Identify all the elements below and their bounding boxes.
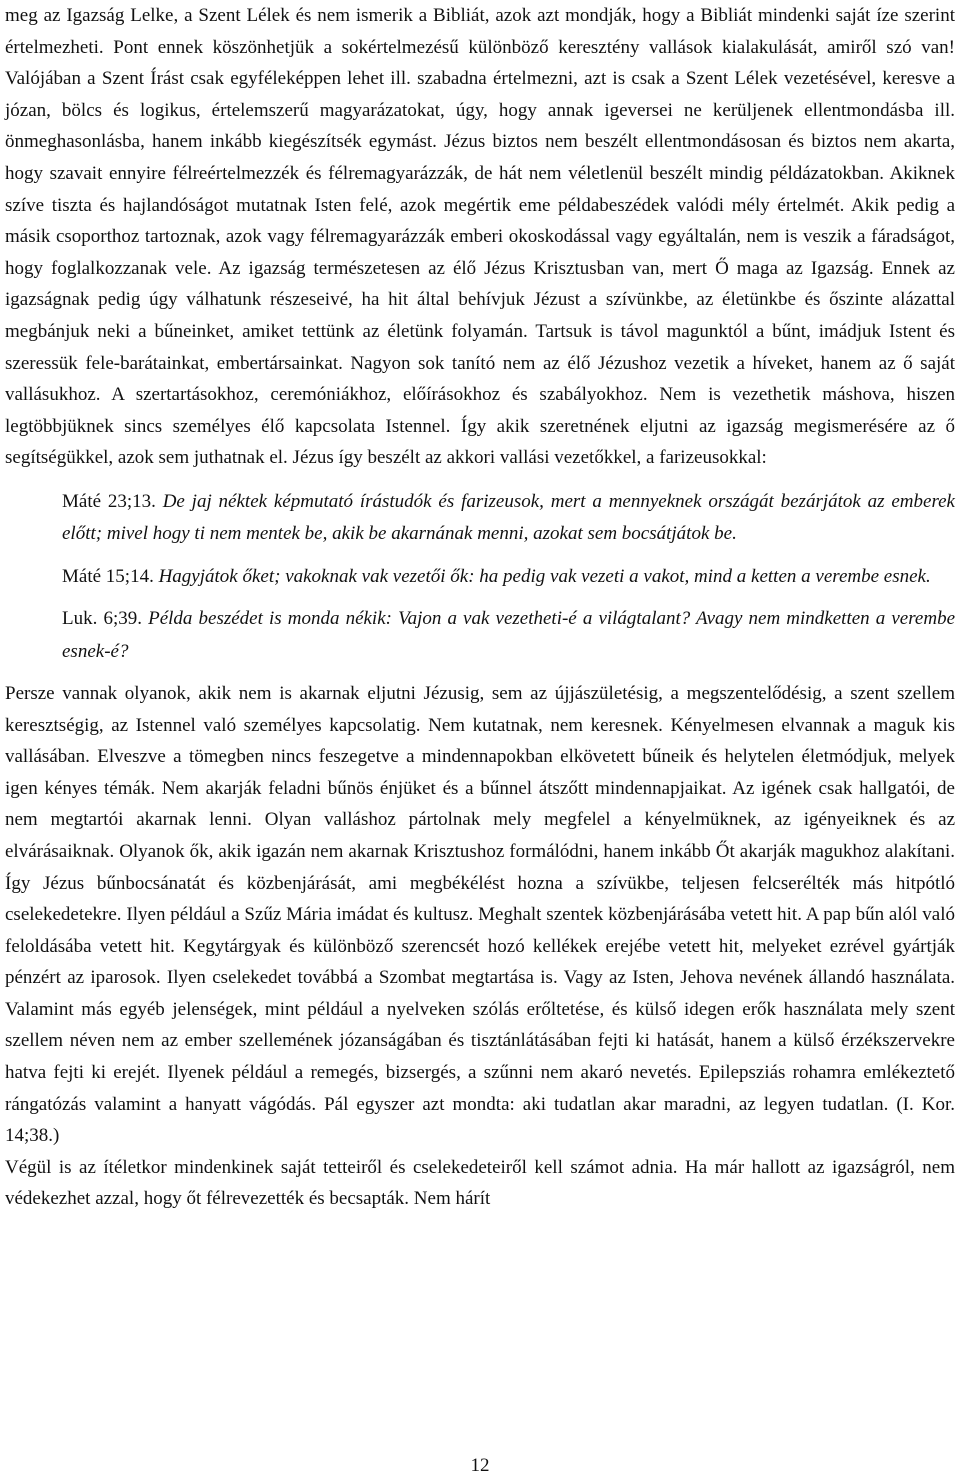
quote-reference: Máté 15;14. (62, 565, 159, 587)
quote-reference: Luk. 6;39. (62, 608, 149, 630)
quote-text: Hagyjátok őket; vakoknak vak vezetői ők: ha pedig vak vezeti a vakot, mind a ketten a verembe esnek. (158, 565, 931, 587)
quote-reference: Máté 23;13. (62, 490, 163, 512)
quote-text: Példa beszédet is monda nékik: Vajon a vak vezetheti-é a világtalant? Avagy nem mindketten a verembe esnek-é? (62, 608, 955, 662)
quote-text: De jaj néktek képmutató írástudók és farizeusok, mert a mennyeknek országát bezárjátok az emberek előtt; mivel hogy ti nem mentek be, akik be akarnának menni, azokat sem bocsátjátok be. (62, 490, 955, 545)
scripture-quotes (5, 486, 955, 668)
body-paragraph-1: meg az Igazság Lelke, a Szent Lélek és nem ismerik a Bibliát, azok azt mondják, hogy a Bibliát mindenki saját íze szerint értelmezheti. Pont ennek köszönhetjük a sokértelmezésű különböző keresztény vallások kialakulását, amiről szó van! Valójában a Szent Írást csak egyféleképpen lehet ill. szabadna értelmezni, azt is csak a Szent Lélek vezetésével, keresve a józan, bölcs és logikus, értelemszerű magyarázatokat, úgy, hogy annak igeversei ne kerüljenek ellentmondásba ill. önmeghasonlásba, hanem inkább kiegészítsék egymást. Jézus biztos nem beszélt ellentmondásosan és biztos nem akarta, hogy szavait ennyire félreértelmezzék és félremagyarázzák, de hát nem véletlenül beszélt mindig példázatokban. Akiknek szíve tiszta és hajlandóságot mutatnak Isten felé, azok megértik eme példabeszédek valódi mély értelmét. Akik pedig a másik csoporthoz tartoznak, azok vagy félremagyarázzák emberi okoskodással vagy egyáltalán, nem is veszik a fáradságot, hogy foglalkozzanak vele. Az igazság természetesen az élő Jézus Krisztusban van, mert Ő maga az Igazság. Ennek az igazságnak pedig úgy válhatunk részeseivé, ha hit által behívjuk Jézust a szívünkbe, az életünkbe és őszinte alázattal megbánjuk neki a bűneinket, amiket tettünk az életünk folyamán. Tartsuk is távol magunktól a bűnt, imádjuk Istent és szeressük fele-barátainkat, embertársainkat. Nagyon sok tanító nem az élő Jézushoz vezetik a híveket, hanem az ő saját vallásukhoz. A szertartásokhoz, ceremóniákhoz, előírásokhoz és szabályokhoz. Nem is vezethetik máshova, hiszen legtöbbjüknek sincs személyes élő kapcsolata Istennel. Így akik szeretnének eljutni az igazság megismerésére az ő segítségükkel, azok sem juthatnak el. Jézus így beszélt az akkori vallási vezetőkkel, a farizeusokkal: (5, 5, 955, 469)
body-paragraph-3: Végül is az ítéletkor mindenkinek saját tetteiről és cselekedeteiről kell számot adnia. Ha már hallott az igazságról, nem védekezhet azzal, hogy őt félrevezették és becsapták. Nem hárít (5, 1156, 955, 1210)
scripture-quote-matthew-15-14 (62, 561, 955, 593)
page-number: 12 (470, 1455, 490, 1476)
scripture-quote-matthew-23-13 (62, 486, 955, 551)
body-paragraph-2: Persze vannak olyanok, akik nem is akarnak eljutni Jézusig, sem az újjászületésig, a megszentelődésig, a szent szellem keresztségig, az Istennel való személyes kapcsolatig. Nem kutatnak, nem keresnek. Kényelmesen elvannak a maguk kis vallásában. Elveszve a tömegben nincs feszegetve a mindennapokban elkövetett bűneik és helytelen életmódjuk, melyek igen kényes témák. Nem akarják feladni bűnös énjüket és a bűnnel átszőtt mindennapjaikat. Az igének csak hallgatói, de nem megtartói akarnak lenni. Olyan valláshoz pártolnak mely megfelel a kényelmüknek, az igényeiknek és az elvárásaiknak. Olyanok ők, akik igazán nem akarnak Krisztushoz formálódni, hanem inkább Őt akarják magukhoz alakítani. Így Jézus bűnbocsánatát és közbenjárását, ami megbékélést hozna a szívükbe, teljesen felcserélték más hitpótló cselekedetekre. Ilyen például a Szűz Mária imádat és kultusz. Meghalt szentek közbenjárásába vetett hit. A pap bűn alól való feloldásába vetett hit. Kegytárgyak és különböző szerencsét hozó kellékek erejébe vetett hit, melyeket ezrével gyártják pénzért az iparosok. Ilyen cselekedet továbbá a Szombat megtartása is. Vagy az Isten, Jehova nevének állandó használata. Valamint más egyéb jelenségek, mint például a nyelveken szólás erőltetése, és külső idegen erők használata mely szent szellem néven nem az ember szellemének józanságában és tisztánlátásában fejti ki hatását, hanem a külső érzékszervekre hatva fejti ki erejét. Ilyenek például a remegés, bizsergés, a szűnni nem akaró nevetés. Epilepsziás rohamra emlékeztető rángatózás valamint a hanyatt vágódás. Pál egyszer azt mondta: aki tudatlan akar maradni, az legyen tudatlan. (I. Kor. 14;38.) (5, 682, 955, 1147)
scripture-quote-luke-6-39 (62, 603, 955, 668)
document-page (5, 0, 955, 1484)
